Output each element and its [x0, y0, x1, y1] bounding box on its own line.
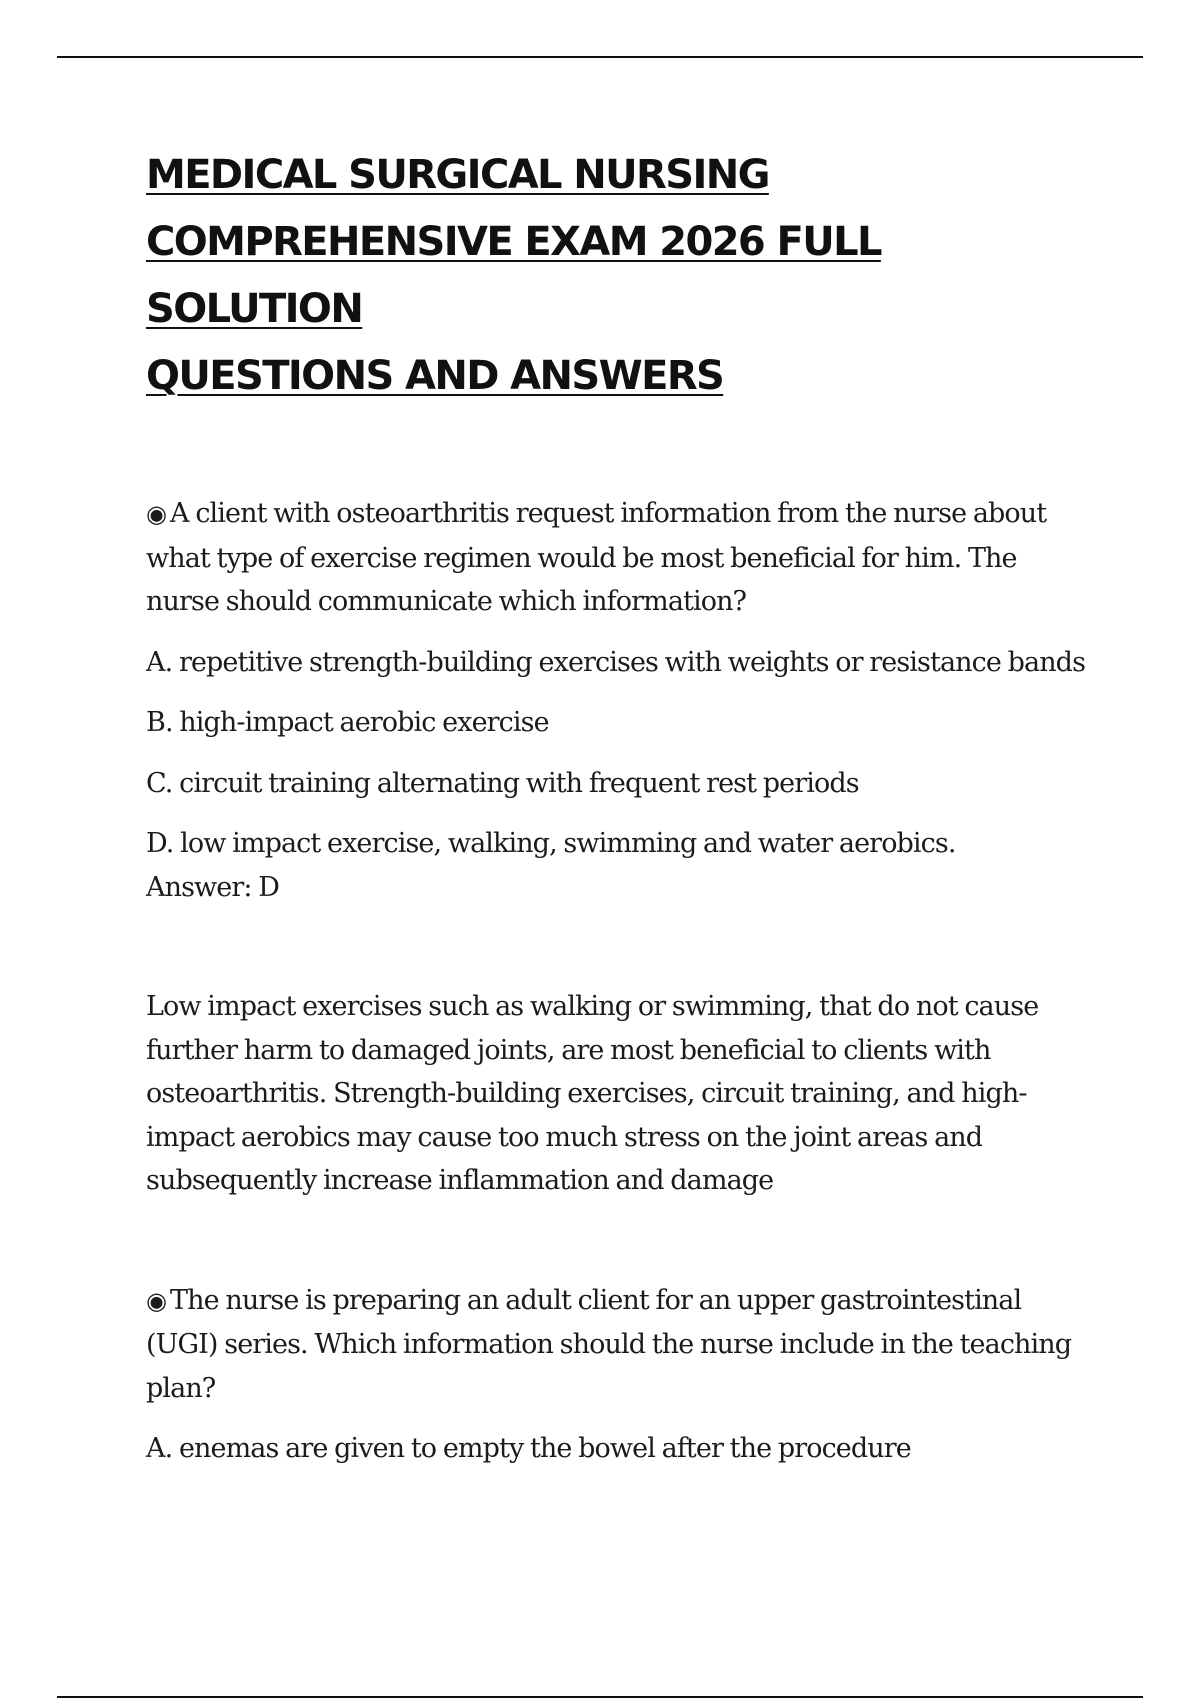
question-1-option-b: B. high-impact aerobic exercise: [146, 707, 549, 738]
radio-bullet-icon: ◉: [146, 1286, 167, 1315]
question-2-stem: [146, 1279, 1086, 1411]
bottom-rule: [57, 1696, 1143, 1698]
question-2-text: The nurse is preparing an adult client for an upper gastrointestinal (UGI) series. Which information should the nurse include in the teaching plan?: [146, 1284, 1072, 1404]
title-line-1: MEDICAL SURGICAL NURSING: [146, 152, 769, 198]
question-1-option-d-with-answer: [146, 822, 1086, 909]
question-2-option-a: A. enemas are given to empty the bowel after the procedure: [146, 1433, 911, 1464]
question-1-stem: [146, 492, 1086, 624]
question-1-text: A client with osteoarthritis request information from the nurse about what type of exercise regimen would be most beneficial for him. The nurse should communicate which information?: [146, 498, 1047, 617]
question-1-rationale: Low impact exercises such as walking or swimming, that do not cause further harm to damaged joints, are most beneficial to clients with osteoarthritis. Strength-building exercises, circuit training, and high-impact aerobics may cause too much stress on the joint areas and subsequently increase inflammation and damage: [146, 991, 1039, 1196]
title-line-3: QUESTIONS AND ANSWERS: [146, 353, 724, 399]
top-rule: [57, 56, 1143, 58]
question-1-option-c: C. circuit training alternating with frequent rest periods: [146, 767, 859, 799]
title-line-2: COMPREHENSIVE EXAM 2026 FULL SOLUTION: [146, 219, 881, 332]
document-title: [146, 142, 1086, 410]
question-1-option-d: D. low impact exercise, walking, swimming and water aerobics.: [146, 828, 956, 859]
page-content: [146, 142, 1086, 1471]
question-1-option-a: A. repetitive strength-building exercises with weights or resistance bands: [146, 646, 1086, 678]
question-1-answer: Answer: D: [146, 871, 279, 903]
radio-bullet-icon: ◉: [146, 500, 167, 528]
